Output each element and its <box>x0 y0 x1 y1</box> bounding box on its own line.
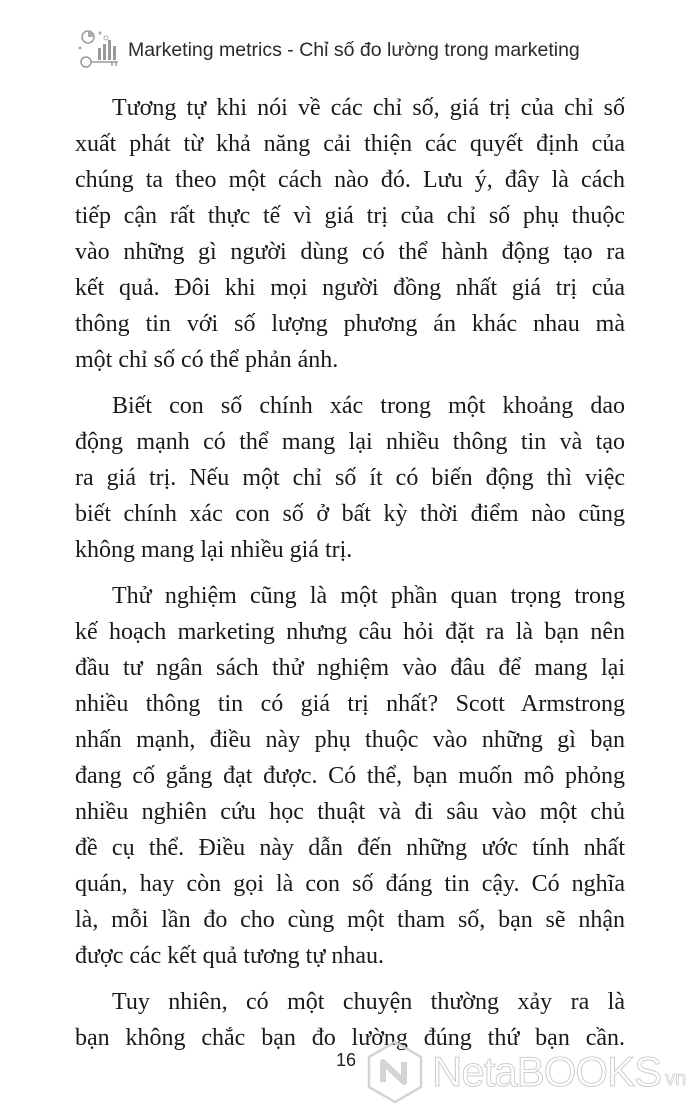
paragraph <box>75 578 625 974</box>
text-line: bạn không chắc bạn đo lường đúng thứ bạn cần. <box>75 1025 625 1051</box>
text-line: là, mỗi lần đo cho cùng một tham số, bạn sẽ nhận <box>75 907 625 933</box>
text-line: Tương tự khi nói về các chỉ số, giá trị của chỉ số <box>112 95 625 121</box>
text-line: kế hoạch marketing nhưng câu hỏi đặt ra là bạn nên <box>75 619 625 645</box>
paragraph <box>75 388 625 568</box>
text-line: xuất phát từ khả năng cải thiện các quyết định của <box>75 131 625 157</box>
text-line: động mạnh có thể mang lại nhiều thông tin và tạo <box>75 429 625 455</box>
text-line: nhiều nghiên cứu học thuật và đi sâu vào một chủ <box>75 799 625 825</box>
text-line: vào những gì người dùng có thể hành động tạo ra <box>75 239 625 265</box>
text-line: chúng ta theo một cách nào đó. Lưu ý, đây là cách <box>75 167 625 193</box>
text-line: đầu tư ngân sách thử nghiệm vào đâu để mang lại <box>75 655 625 681</box>
text-line: một chỉ số có thể phản ánh. <box>75 347 339 373</box>
text-line: kết quả. Đôi khi mọi người đồng nhất giá trị của <box>75 275 625 301</box>
page-number: 16 <box>336 1050 357 1070</box>
netabooks-watermark <box>366 1040 686 1104</box>
text-line: Tuy nhiên, có một chuyện thường xảy ra là <box>112 989 625 1015</box>
netabooks-logo-icon <box>366 1040 424 1104</box>
watermark-brand: NetaBOOKS <box>432 1048 662 1095</box>
marketing-metrics-icon <box>76 28 122 72</box>
text-line: biết chính xác con số ở bất kỳ thời điểm nào cũng <box>75 501 625 527</box>
text-line: thông tin với số lượng phương án khác nhau mà <box>75 311 625 337</box>
text-line: tiếp cận rất thực tế vì giá trị của chỉ số phụ thuộc <box>75 203 625 229</box>
paragraph <box>75 90 625 378</box>
book-title: Marketing metrics - Chỉ số đo lường trong marketing <box>128 38 580 61</box>
text-line: đang cố gắng đạt được. Có thể, bạn muốn mô phỏng <box>75 763 625 789</box>
text-line: nhấn mạnh, điều này phụ thuộc vào những gì bạn <box>75 727 625 753</box>
text-line: được các kết quả tương tự nhau. <box>75 943 384 969</box>
text-line: nhiều thông tin có giá trị nhất? Scott Armstrong <box>75 691 625 717</box>
text-line: không mang lại nhiều giá trị. <box>75 537 353 563</box>
watermark-suffix: vn <box>665 1067 687 1090</box>
text-line: Biết con số chính xác trong một khoảng dao <box>112 393 625 419</box>
text-line: quán, hay còn gọi là con số đáng tin cậy. Có nghĩa <box>75 871 625 897</box>
running-header <box>76 28 580 72</box>
text-line: đề cụ thể. Điều này dẫn đến những ước tính nhất <box>75 835 625 861</box>
page-body <box>75 90 625 1066</box>
text-line: Thử nghiệm cũng là một phần quan trọng trong <box>112 583 625 609</box>
text-line: ra giá trị. Nếu một chỉ số ít có biến động thì việc <box>75 465 625 491</box>
